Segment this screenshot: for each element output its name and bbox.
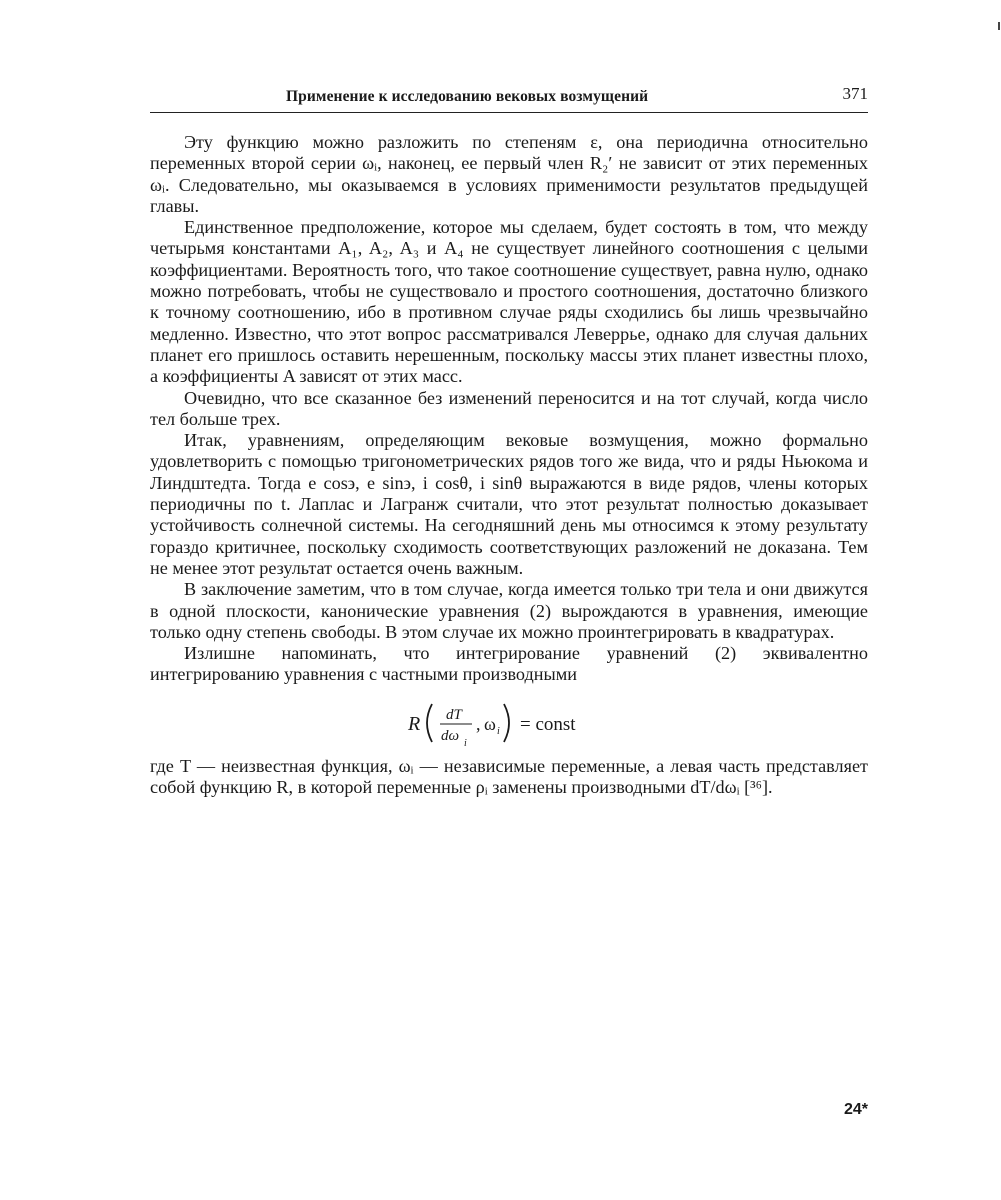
formula-second-arg: ω bbox=[484, 713, 496, 734]
second-arg-subscript: i bbox=[497, 725, 500, 737]
paragraph-4: Итак, уравнениям, определяющим вековые возмущения, можно формально удовлетворить с помощью тригонометрических рядов того же вида, что и ряды Ньюкома и Линдштедта. Тогда e cos϶, e sin϶, i cosθ, i sinθ выражаются в виде рядов, члены которых периодичны по t. Лаплас и Лагранж считали, что этот результат полностью доказывает устойчивость солнечной системы. На сегодняшний день мы относимся к этому результату гораздо критичнее, поскольку сходимость соответствующих разложений не доказана. Тем не менее этот результат остается очень важным. bbox=[150, 430, 868, 578]
signature-mark: 24* bbox=[843, 1101, 868, 1118]
paragraph-1: Эту функцию можно разложить по степеням ε, она периодична относительно переменных второй серии ωᵢ, наконец, ее первый член R₂′ не зависит от этих переменных ωᵢ. Следовательно, мы оказываемся в условиях применимости результатов предыдущей главы. bbox=[150, 132, 868, 216]
paragraph-5: В заключение заметим, что в том случае, когда имеется только три тела и они движутся в одной плоскости, канонические уравнения (2) вырождаются в уравнения, имеющие только одну степень свободы. В этом случае их можно проинтегрировать в квадратурах. bbox=[150, 579, 868, 642]
denominator-subscript: i bbox=[464, 737, 467, 749]
paragraph-closing: где T — неизвестная функция, ωᵢ — независимые переменные, а левая часть представляет собой функцию R, в которой переменные ρᵢ заменены производными dT/dωᵢ [³⁶]. bbox=[150, 755, 868, 798]
header-rule bbox=[150, 112, 868, 113]
formula-graphic bbox=[400, 694, 620, 752]
formula-comma: , bbox=[476, 713, 481, 734]
fraction-numerator: dT bbox=[446, 706, 462, 723]
pde-formula bbox=[150, 694, 868, 752]
main-text bbox=[150, 132, 868, 798]
scan-edge-mark bbox=[998, 22, 1000, 30]
left-paren bbox=[427, 704, 432, 742]
formula-lhs: R bbox=[408, 712, 421, 735]
running-head bbox=[150, 84, 868, 110]
paragraph-6: Излишне напоминать, что интегрирование уравнений (2) эквивалентно интегрированию уравнения с частными производными bbox=[150, 643, 868, 685]
page-number: 371 bbox=[842, 84, 868, 103]
right-paren bbox=[504, 704, 509, 742]
paragraph-2: Единственное предположение, которое мы сделаем, будет состоять в том, что между четырьмя константами A₁, A₂, A₃ и A₄ не существует линейного соотношения с целыми коэффициентами. Вероятность того, что такое соотношение существует, равна нулю, однако можно потребовать, чтобы не существовало и простого соотношения, достаточно близкого к точному соотношению, ибо в противном случае ряды сходились бы лишь чрезвычайно медленно. Известно, что этот вопрос рассматривался Леверрье, однако для случая дальних планет его пришлось оставить нерешенным, поскольку массы этих планет известны плохо, а коэффициенты A зависят от этих масс. bbox=[150, 217, 868, 387]
paragraph-3: Очевидно, что все сказанное без изменений переносится и на тот случай, когда число тел больше трех. bbox=[150, 387, 868, 429]
running-title: Применение к исследованию вековых возмущений bbox=[286, 88, 649, 105]
formula-rhs: = const bbox=[520, 713, 576, 735]
fraction-denominator: dω bbox=[441, 727, 460, 744]
